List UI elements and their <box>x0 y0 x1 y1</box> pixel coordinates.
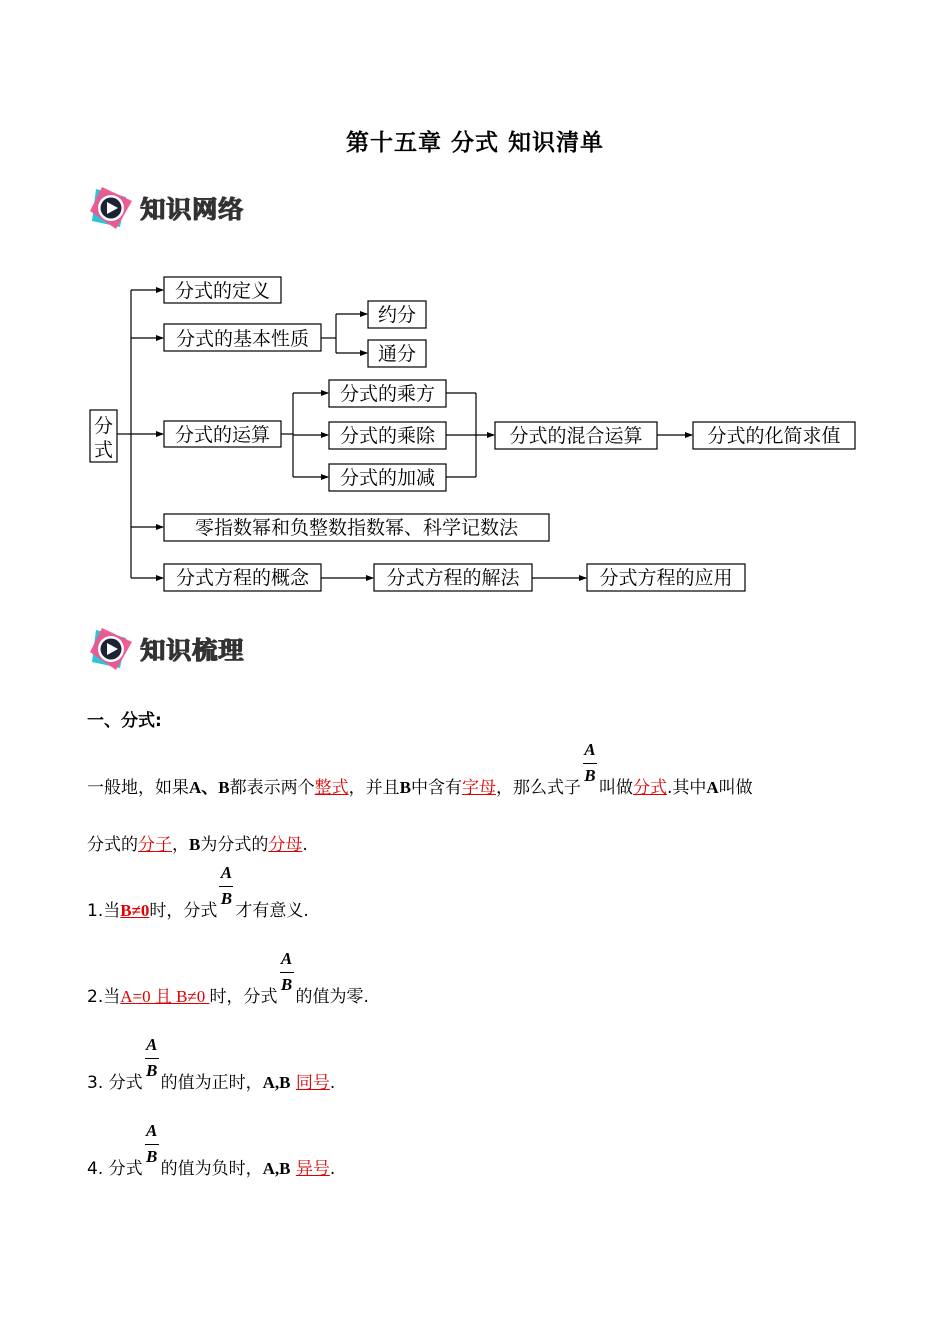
answer-opposite-sign: 异号 <box>295 1159 330 1179</box>
answer-denominator: 分母 <box>268 835 303 855</box>
fraction-bar <box>145 1144 159 1145</box>
text: 叫做 <box>718 778 753 798</box>
node-root-char-1: 分 <box>93 415 114 437</box>
text: A <box>706 778 719 797</box>
fraction-denominator: B <box>584 766 596 785</box>
text: 的值为零. <box>295 987 369 1007</box>
fraction-bar <box>219 886 233 887</box>
text: 都表示两个 <box>229 778 315 798</box>
fraction-denominator: B <box>280 975 293 994</box>
section-title-network: 知识网络 <box>140 195 245 224</box>
node-common-denominator: 通分 <box>377 343 417 365</box>
text: 时，分式 <box>149 901 218 921</box>
text: 为分式的 <box>200 835 269 855</box>
answer-numerator: 分子 <box>138 835 172 855</box>
fraction-denominator: B <box>145 1061 158 1080</box>
node-reduce: 约分 <box>377 304 417 326</box>
text: B <box>399 778 411 797</box>
node-eq-apply: 分式方程的应用 <box>599 567 733 589</box>
text: 的值为负时， <box>160 1159 263 1179</box>
text: 叫做 <box>598 778 633 798</box>
section-header-summary <box>86 621 244 677</box>
text: 3. 分式 <box>87 1073 143 1093</box>
text: 中含有 <box>410 778 462 798</box>
definition-line-1 <box>87 740 753 798</box>
fraction-numerator: A <box>145 1035 158 1054</box>
node-operations: 分式的运算 <box>174 424 271 446</box>
answer-integral-expression: 整式 <box>314 778 349 798</box>
text: B <box>189 835 201 854</box>
text: . <box>329 1073 336 1093</box>
node-basic-property: 分式的基本性质 <box>175 328 310 350</box>
item-4 <box>87 1121 336 1179</box>
text: ， <box>172 835 189 855</box>
node-eq-concept: 分式方程的概念 <box>175 567 310 589</box>
text: 时，分式 <box>209 987 278 1007</box>
fraction-a-over-b <box>581 740 599 793</box>
fraction-a-over-b <box>143 1121 161 1174</box>
node-power: 分式的乘方 <box>339 383 436 405</box>
answer-b-nonzero: B≠0 <box>120 901 150 920</box>
text: 4. 分式 <box>87 1159 143 1179</box>
fraction-a-over-b <box>278 949 296 1002</box>
text: 2.当 <box>87 987 121 1007</box>
fraction-a-over-b <box>143 1035 161 1088</box>
fraction-bar <box>280 972 294 973</box>
text: .其中 <box>666 778 707 798</box>
text: 一般地，如果 <box>87 778 189 798</box>
text: ，那么式子 <box>495 778 581 798</box>
fraction-denominator: B <box>220 889 233 908</box>
node-eq-solve: 分式方程的解法 <box>386 567 520 589</box>
fraction-numerator: A <box>584 740 596 759</box>
fraction-numerator: A <box>145 1121 158 1140</box>
fraction-numerator: A <box>220 863 233 882</box>
section-title-summary: 知识梳理 <box>140 636 245 665</box>
node-definition: 分式的定义 <box>174 280 271 302</box>
node-root-char-2: 式 <box>93 439 114 461</box>
node-exponent: 零指数幂和负整数指数幂、科学记数法 <box>194 517 519 539</box>
answer-fraction: 分式 <box>632 778 667 798</box>
answer-same-sign: 同号 <box>295 1073 330 1093</box>
node-mul-div: 分式的乘除 <box>339 425 436 447</box>
fraction-bar <box>145 1058 159 1059</box>
text: ，并且 <box>348 778 400 798</box>
fraction-a-over-b <box>217 863 235 916</box>
knowledge-network-diagram <box>0 0 950 600</box>
text: . <box>302 835 308 855</box>
text: A、B <box>189 778 230 797</box>
item-2 <box>87 949 369 1007</box>
fraction-numerator: A <box>280 949 293 968</box>
item-3 <box>87 1035 336 1093</box>
text: . <box>329 1159 336 1179</box>
text: 1.当 <box>87 901 121 921</box>
answer-letter: 字母 <box>461 778 496 798</box>
fraction-bar <box>583 763 597 764</box>
node-add-sub: 分式的加减 <box>339 467 436 489</box>
text: 的值为正时， <box>160 1073 263 1093</box>
text: A,B <box>262 1159 291 1178</box>
content-heading: 一、分式: <box>87 711 162 731</box>
definition-line-2 <box>87 830 308 855</box>
node-simplify: 分式的化简求值 <box>707 425 841 447</box>
text: 分式的 <box>87 835 138 855</box>
answer-a-zero-b-nonzero: A=0 且 B≠0 <box>120 987 210 1006</box>
play-badge-icon <box>86 624 136 674</box>
item-1 <box>87 863 309 921</box>
page-title: 第十五章 分式 知识清单 <box>345 130 604 156</box>
node-mixed: 分式的混合运算 <box>509 425 643 447</box>
text: 才有意义. <box>235 901 309 921</box>
fraction-denominator: B <box>145 1147 158 1166</box>
text: A,B <box>262 1073 291 1092</box>
